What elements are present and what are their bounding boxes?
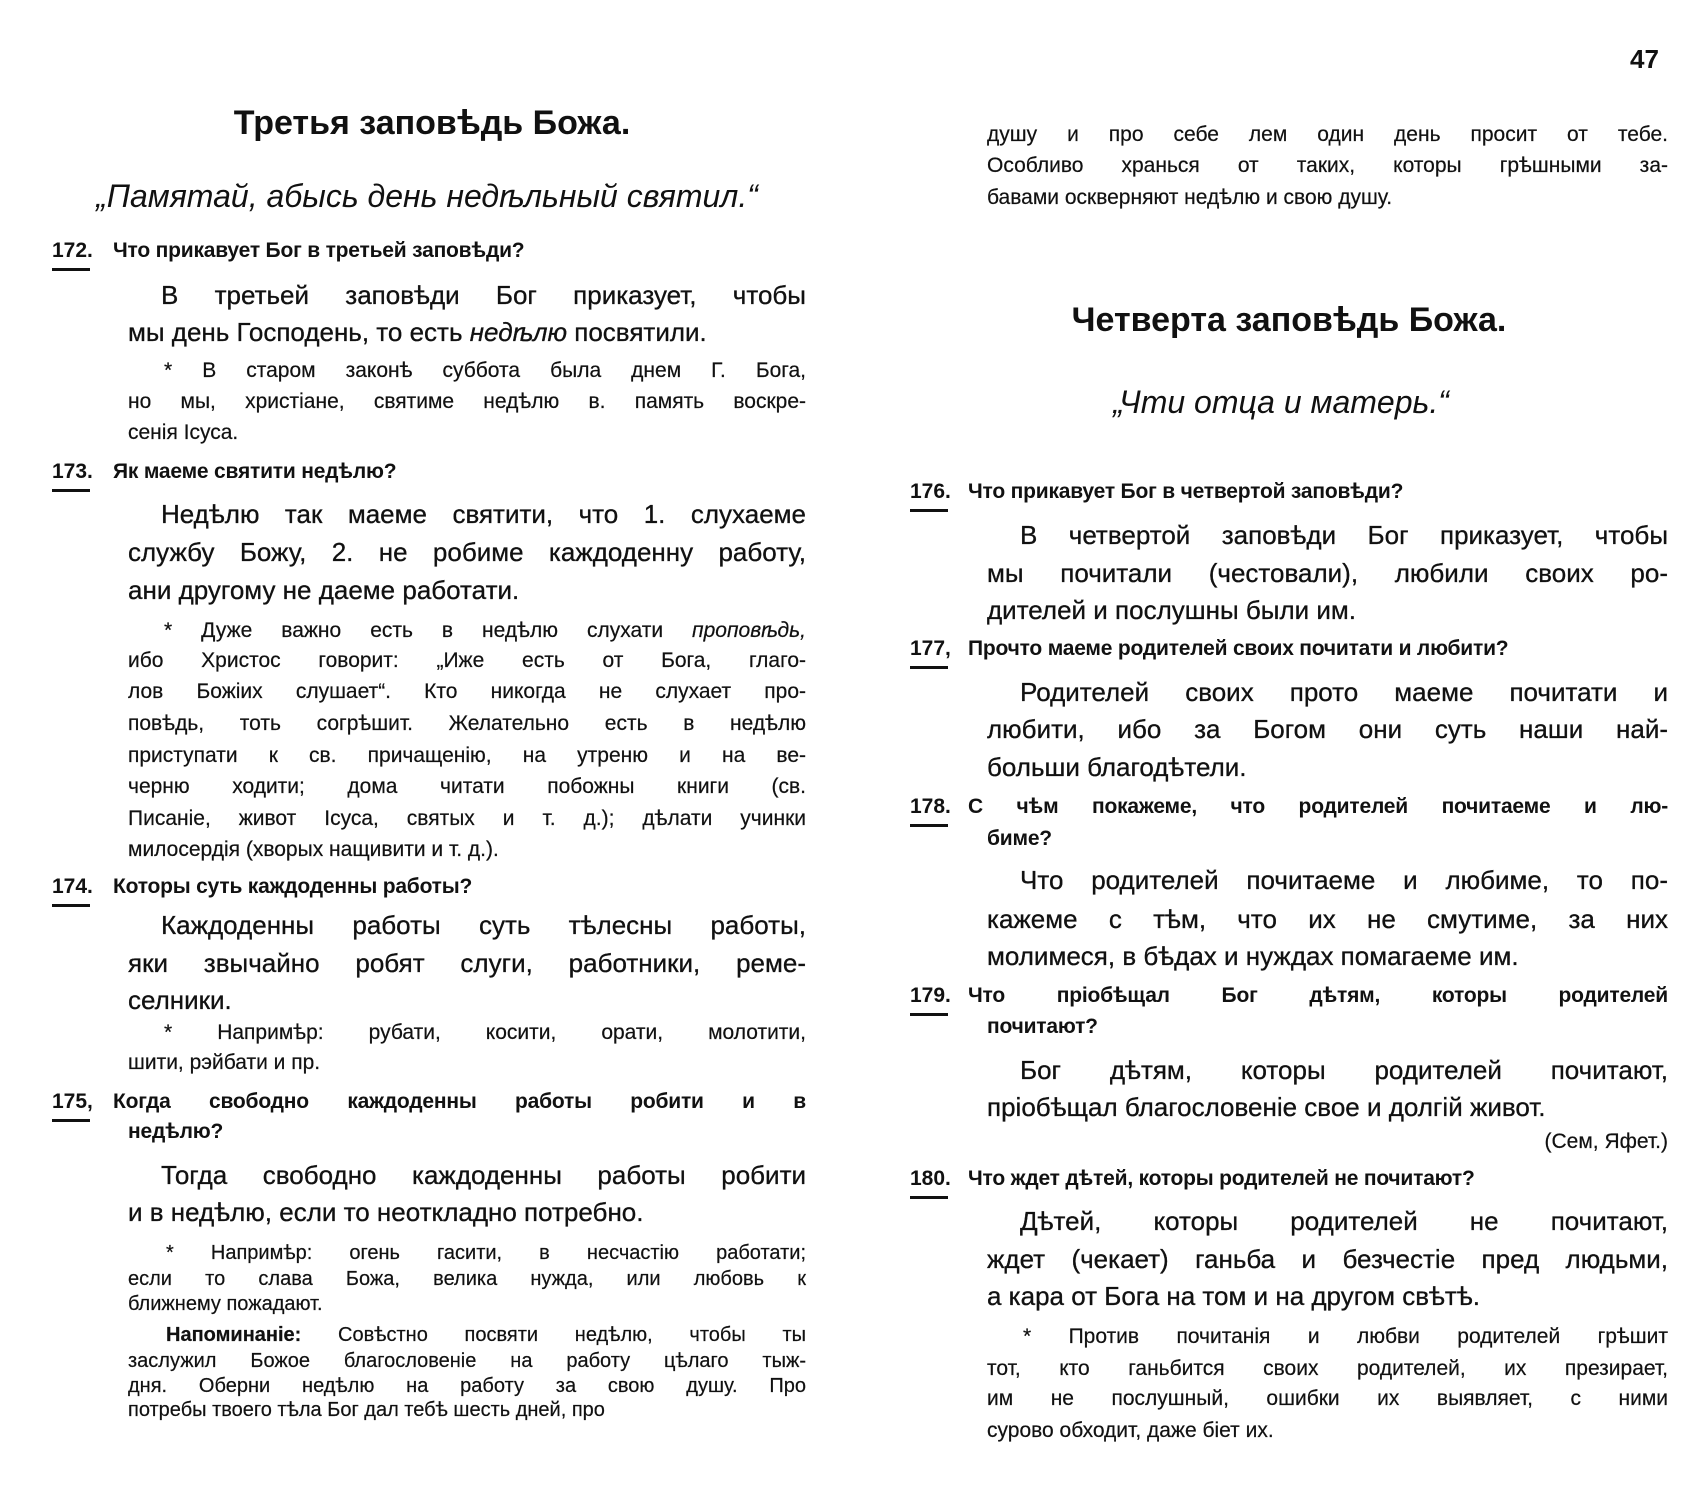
text-line: яки звычайно робят слуги, работники, реме- [128,948,806,978]
text-line: лов Божіих слушает“. Кто никогда не слухает про- [128,680,806,703]
text-line: заслужил Божое благословеніе на работу цѣлаго тыж- [128,1350,806,1372]
text-line: им не послушный, ошибки их выявляет, с ними [987,1387,1668,1410]
text-line: селники. [128,985,232,1015]
text-line: дня. Оберни недѣлю на работу за свою душу. Про [128,1375,806,1397]
text-line: мы почитали (честовали), любили своих ро- [987,558,1668,588]
text-line: ани другому не даеме работати. [128,575,520,605]
text-line: милосердія (хворых нащивити и т. д.). [128,838,499,861]
text-line: душу и про себе лем один день просит от тебе. [987,123,1668,146]
question-number: 175, [52,1088,93,1116]
text-line: службу Божу, 2. не робиме каждоденну работу, [128,537,806,567]
text-line: Особливо хранься от таких, которы грѣшными за- [987,154,1668,177]
section-motto-fourth-commandment: „Чти отца и матерь.“ [1113,384,1449,420]
question-number: 179. [910,982,951,1010]
text-line: но мы, христіане, святиме недѣлю в. память воскре- [128,390,806,413]
text-line: пріобѣщал благословеніе свое и долгій живот. [987,1092,1546,1122]
text-line: Каждоденны работы суть тѣлесны работы, [161,910,806,940]
text-segment: посвятили. [567,317,707,347]
text-line: В третьей заповѣди Бог приказует, чтобы [161,280,806,310]
text-line: Что ждет дѣтей, которы родителей не почитают? [968,1167,1475,1190]
text-line: С чѣм покажеме, что родителей почитаеме и лю- [968,795,1668,818]
text-line: Писаніе, живот Ісуса, святых и т. д.); дѣлати учинки [128,807,806,830]
text-line [164,616,806,646]
text-line: приступати к св. причащенію, на утреню и на ве- [128,744,806,767]
text-line: если то слава Божа, велика нужда, или любовь к [128,1268,806,1290]
text-line: В четвертой заповѣди Бог приказует, чтобы [1020,520,1668,550]
text-line: Что прикавует Бог в третьей заповѣди? [113,239,525,262]
text-line: потребы твоего тѣла Бог дал тебѣ шесть дней, про [128,1399,605,1421]
text-line: Прочто маеме родителей своих почитати и любити? [968,637,1509,660]
text-line: повѣдь, тоть согрѣшит. Желательно есть в недѣлю [128,712,806,735]
text-line: молимеся, в бѣдах и нуждах помагаеме им. [987,941,1519,971]
section-title-fourth-commandment: Четверта заповѣдь Божа. [1071,301,1507,339]
question-number: 172. [52,237,93,265]
text-line: и в недѣлю, если то неоткладно потребно. [128,1197,644,1227]
text-line: кажеме с тѣм, что их не смутиме, за них [987,904,1668,934]
text-line: * В старом законѣ суббота была днем Г. Бога, [164,359,806,382]
text-line: дителей и послушны были им. [987,595,1356,625]
text-segment: Совѣстно посвяти недѣлю, чтобы ты [301,1324,806,1346]
text-line: а кара от Бога на том и на другом свѣтѣ. [987,1281,1480,1311]
text-line: Что прикавует Бог в четвертой заповѣди? [968,480,1404,503]
text-line: шити, рэйбати и пр. [128,1051,321,1074]
text-line [166,1322,806,1348]
text-line: Родителей своих прото маеме почитати и [1020,677,1668,707]
question-number: 177, [910,635,951,663]
page-number: 47 [1630,44,1659,74]
text-line: Бог дѣтям, которы родителей почитают, [1020,1055,1668,1085]
text-line: * Против почитанія и любви родителей грѣшит [1023,1325,1668,1348]
text-line: тот, кто ганьбится своих родителей, их презирает, [987,1357,1668,1380]
text-line: ближнему пожадают. [128,1293,323,1315]
text-line [128,314,806,350]
text-line: Когда свободно каждоденны работы робити и в [113,1090,806,1113]
text-line: ибо Христос говорит: „Иже есть от Бога, глаго- [128,649,806,672]
text-line: сенія Ісуса. [128,421,239,444]
text-line: бавами оскверняют недѣлю и свою душу. [987,186,1393,209]
italic-emphasis: проповѣдь, [692,619,806,642]
text-line: почитают? [987,1015,1098,1038]
text-line: Недѣлю так маеме святити, что 1. слухаеме [161,499,806,529]
text-line: Як маеме святити недѣлю? [113,460,397,483]
italic-emphasis: недѣлю [469,317,568,347]
bold-label: Напоминаніе: [166,1324,302,1346]
text-line: любити, ибо за Богом они суть наши най- [987,714,1668,744]
text-line: (Сем, Яфет.) [1544,1130,1668,1153]
text-line: Дѣтей, которы родителей не почитают, [1020,1206,1668,1236]
question-number: 173. [52,458,93,486]
section-title-third-commandment: Третья заповѣдь Божа. [233,104,631,142]
text-line: черню ходити; дома читати побожны книги (св. [128,775,806,798]
text-line: Что родителей почитаеме и любиме, то по- [1020,865,1668,895]
question-number: 176. [910,478,951,506]
text-line: Которы суть каждоденны работы? [113,875,473,898]
text-line: * Напримѣр: огень гасити, в несчастію работати; [166,1242,806,1264]
text-segment: мы день Господень, то есть [128,317,470,347]
text-line: * Напримѣр: рубати, косити, орати, молотити, [164,1021,806,1044]
question-number: 178. [910,793,951,821]
text-line: больши благодѣтели. [987,752,1247,782]
section-motto-third-commandment: „Памятай, абысь день недѣльный святил.“ [96,178,758,214]
text-line: биме? [987,827,1052,850]
question-number: 180. [910,1165,951,1193]
text-line: сурово обходит, даже біет их. [987,1419,1274,1442]
text-line: недѣлю? [128,1120,224,1143]
text-line: Тогда свободно каждоденны работы робити [161,1160,806,1190]
text-line: ждет (чекает) ганьба и безчестіе пред людьми, [987,1244,1668,1274]
text-line: Что пріобѣщал Бог дѣтям, которы родителей [968,984,1668,1007]
question-number: 174. [52,873,93,901]
text-segment: * Дуже важно есть в недѣлю слухати [164,619,693,642]
